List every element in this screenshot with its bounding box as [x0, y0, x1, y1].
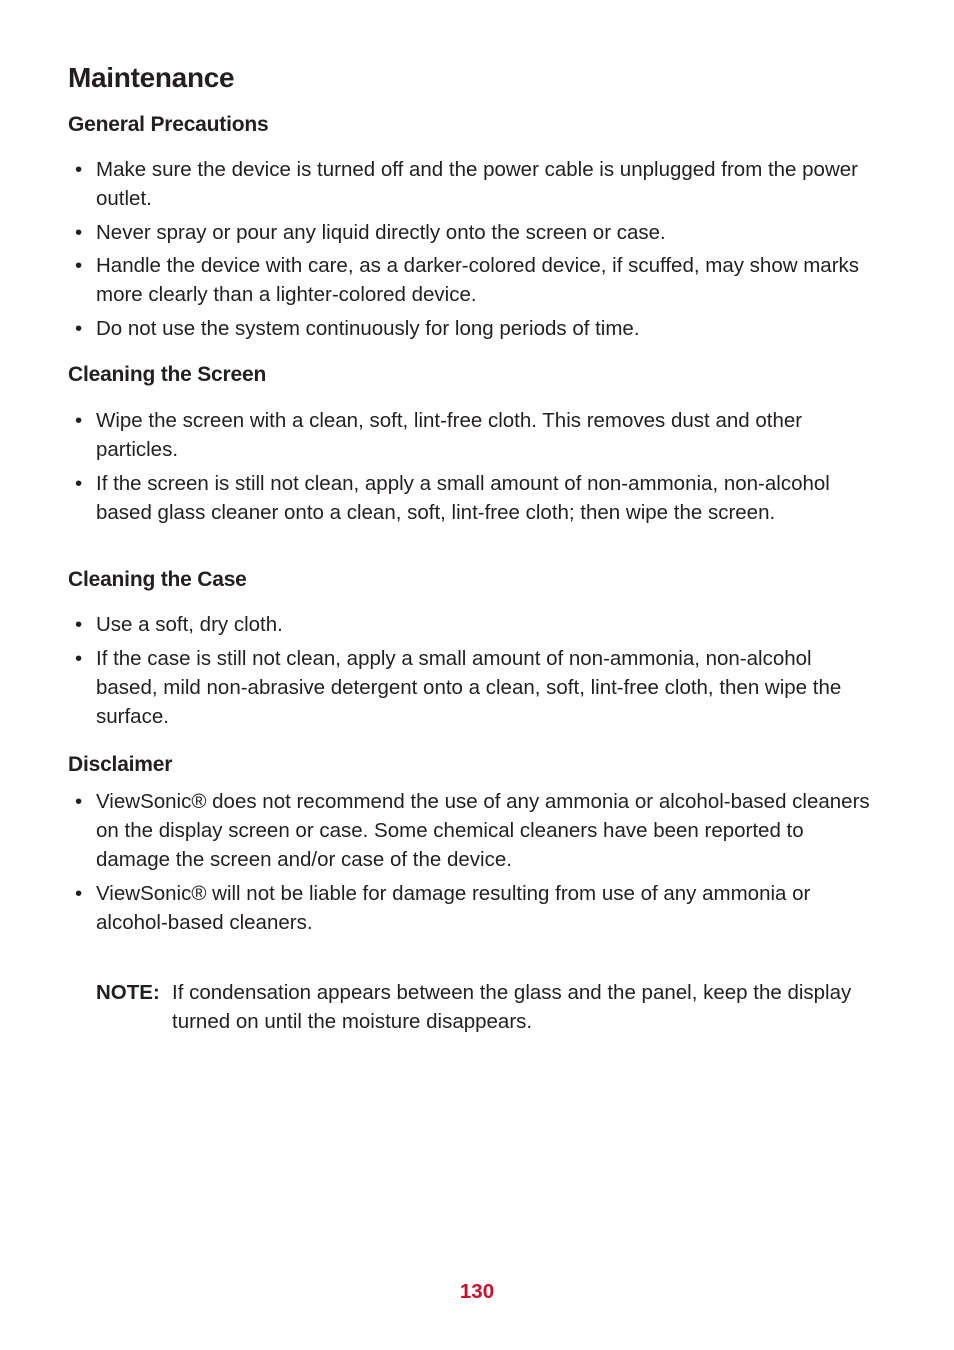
bullet-icon: •	[75, 646, 83, 670]
list-item-text: Never spray or pour any liquid directly onto the screen or case.	[96, 220, 666, 244]
page-title: Maintenance	[68, 62, 235, 93]
list-item-text: ViewSonic® will not be liable for damage resulting from use of any ammonia or alcohol-based cleaners.	[96, 881, 811, 934]
list-item-text: ViewSonic® does not recommend the use of any ammonia or alcohol-based cleaners on the display screen or case. Some chemical cleaners have been reported to damage the screen and/or case of the device.	[96, 790, 870, 871]
note-block	[96, 978, 856, 1036]
list-item	[68, 469, 878, 527]
section-heading-disclaimer: Disclaimer	[68, 753, 173, 776]
page-number: 130	[459, 1280, 495, 1303]
bullet-icon: •	[75, 158, 83, 181]
list-item	[68, 155, 878, 213]
list-item	[68, 879, 878, 937]
cleaning-screen-list	[68, 406, 878, 531]
list-item	[68, 644, 878, 731]
bullet-icon: •	[75, 471, 83, 495]
list-item	[68, 314, 878, 343]
list-item-text: Wipe the screen with a clean, soft, lint-free cloth. This removes dust and other particles.	[96, 409, 803, 461]
list-item	[68, 787, 878, 874]
cleaning-case-list	[68, 610, 878, 735]
list-item	[68, 251, 878, 309]
section-heading-cleaning-case: Cleaning the Case	[68, 568, 247, 591]
list-item	[68, 610, 878, 639]
bullet-icon: •	[75, 220, 83, 244]
section-heading-general-precautions: General Precautions	[68, 113, 269, 136]
list-item	[68, 406, 878, 464]
list-item-text: Handle the device with care, as a darker-colored device, if scuffed, may show marks more clearly than a lighter-colored device.	[96, 254, 860, 306]
list-item-text: Do not use the system continuously for long periods of time.	[96, 316, 640, 340]
bullet-icon: •	[75, 881, 83, 905]
section-heading-cleaning-screen: Cleaning the Screen	[68, 363, 267, 386]
disclaimer-list	[68, 787, 878, 941]
list-item	[68, 218, 878, 247]
note-text: If condensation appears between the glass and the panel, keep the display turned on until the moisture disappears.	[172, 981, 852, 1033]
bullet-icon: •	[75, 613, 83, 636]
general-precautions-list	[68, 155, 878, 347]
list-item-text: If the case is still not clean, apply a small amount of non-ammonia, non-alcohol based, mild non-abrasive detergent onto a clean, soft, lint-free cloth, then wipe the surface.	[96, 646, 842, 728]
list-item-text: Use a soft, dry cloth.	[96, 613, 283, 636]
list-item-text: If the screen is still not clean, apply a small amount of non-ammonia, non-alcohol based glass cleaner onto a clean, soft, lint-free cloth; then wipe the screen.	[96, 471, 830, 524]
bullet-icon: •	[75, 409, 83, 432]
list-item-text: Make sure the device is turned off and the power cable is unplugged from the power outlet.	[96, 158, 858, 210]
bullet-icon: •	[75, 316, 83, 340]
note-label: NOTE:	[96, 981, 160, 1004]
bullet-icon: •	[75, 790, 83, 813]
bullet-icon: •	[75, 254, 83, 277]
